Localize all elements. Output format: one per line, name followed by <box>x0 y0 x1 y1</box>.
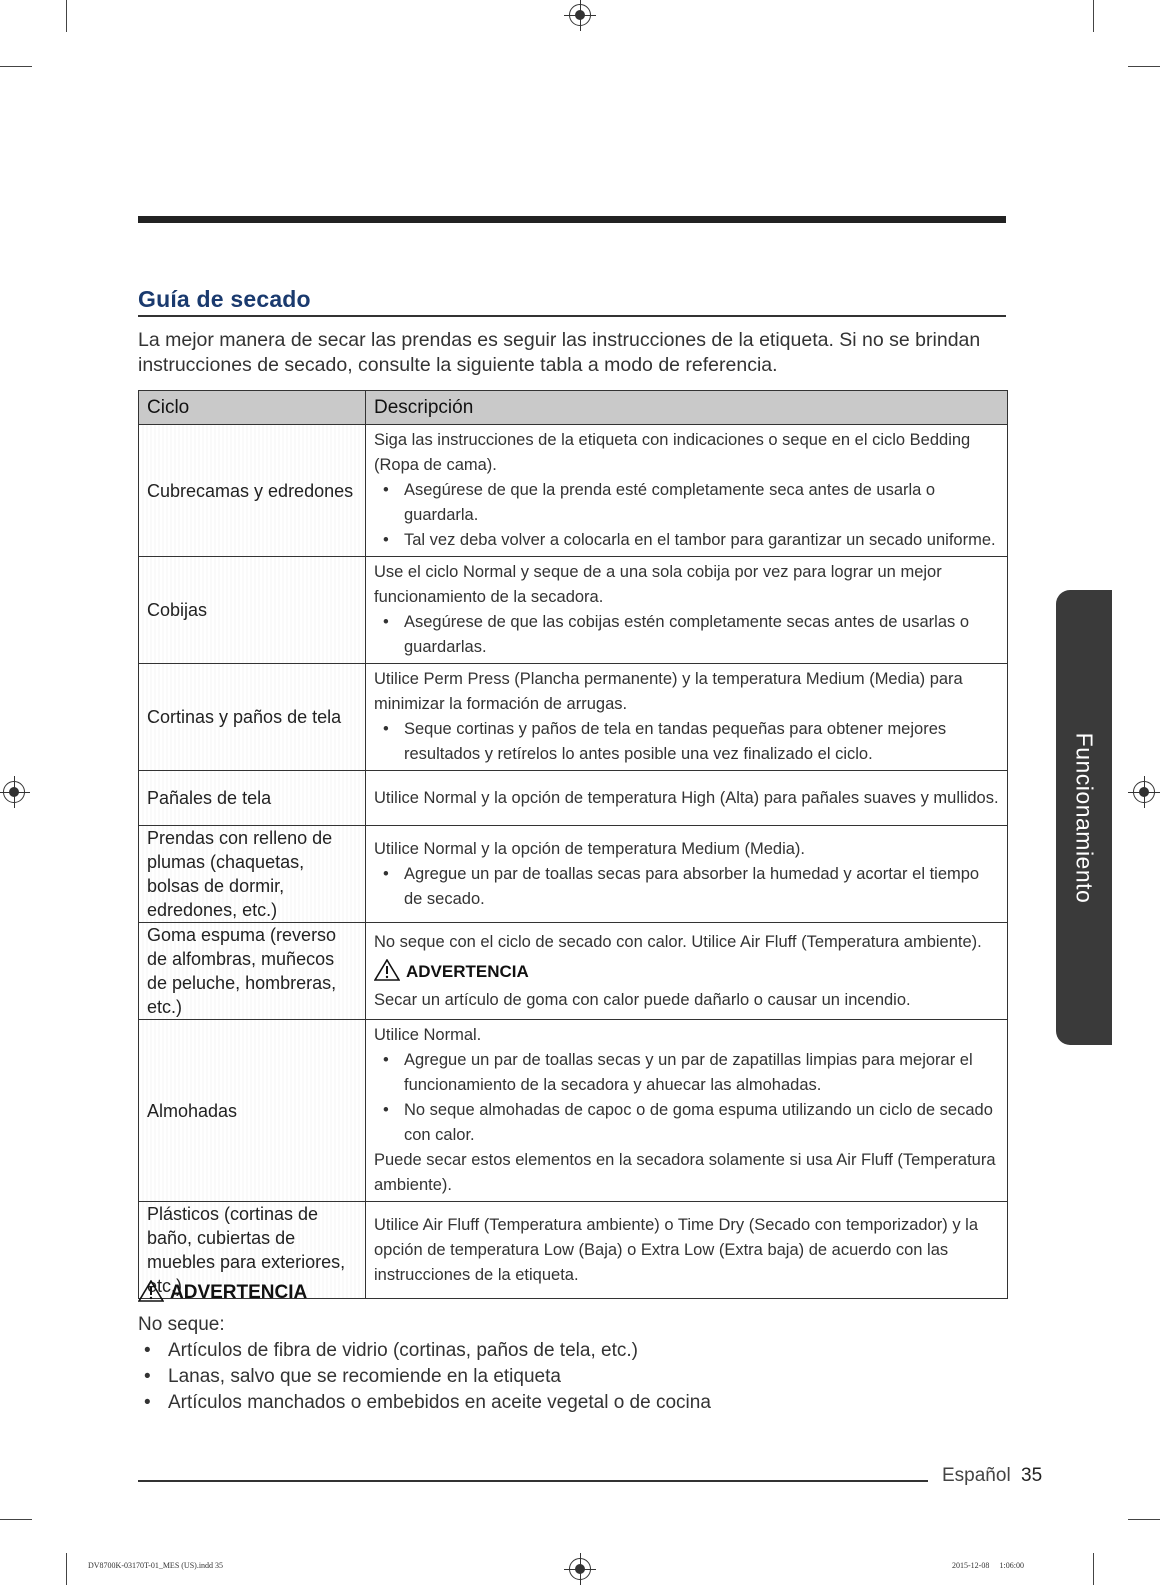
crop-mark <box>0 1519 32 1520</box>
side-tab-label: Funcionamiento <box>1071 732 1098 903</box>
drying-guide-table <box>138 390 1008 1299</box>
warning-lead: No seque: <box>138 1314 225 1335</box>
cycle-cell: Cortinas y paños de tela <box>139 664 366 771</box>
table-row <box>139 557 1008 664</box>
print-slug-file: DV8700K-03170T-01_MES (US).indd 35 <box>88 1561 224 1570</box>
cycle-cell: Goma espuma (reverso de alfombras, muñecos de peluche, hombreras, etc.) <box>139 923 366 1020</box>
table-row <box>139 923 1008 1020</box>
warning-heading <box>138 1280 307 1304</box>
inline-warning-title: ADVERTENCIA <box>406 961 529 981</box>
top-divider-bar <box>138 216 1006 223</box>
warning-triangle-icon <box>138 1280 164 1302</box>
description-bullet: • Asegúrese de que las cobijas estén completamente secas antes de usarlas o guardarlas. <box>374 610 999 660</box>
table-row <box>139 664 1008 771</box>
registration-mark-icon <box>569 1558 591 1580</box>
footer-language: Español <box>942 1465 1011 1486</box>
warning-item: • Artículos manchados o embebidos en aceite vegetal o de cocina <box>138 1390 711 1416</box>
description-text: No seque con el ciclo de secado con calor. Utilice Air Fluff (Temperatura ambiente). <box>374 932 982 951</box>
crop-mark <box>1093 0 1094 32</box>
table-header-row <box>139 391 1008 425</box>
description-text: Utilice Perm Press (Plancha permanente) y la temperatura Medium (Media) para minimizar la formación de arrugas. <box>374 670 963 713</box>
description-text: Utilice Normal y la opción de temperatura Medium (Media). <box>374 839 805 858</box>
description-cell <box>366 771 1008 826</box>
description-text: Use el ciclo Normal y seque de a una sola cobija por vez para lograr un mejor funcionamiento de la secadora. <box>374 563 942 606</box>
description-cell <box>366 1020 1008 1202</box>
warning-item: • Artículos de fibra de vidrio (cortinas, paños de tela, etc.) <box>138 1338 711 1364</box>
crop-mark <box>1128 1519 1160 1520</box>
page-number: 35 <box>1021 1465 1043 1486</box>
description-cell <box>366 557 1008 664</box>
warning-body <box>138 1312 711 1416</box>
description-text: Secar un artículo de goma con calor puede dañarlo o causar un incendio. <box>374 990 911 1009</box>
crop-mark <box>1128 66 1160 67</box>
intro-paragraph: La mejor manera de secar las prendas es seguir las instrucciones de la etiqueta. Si no se brindan instrucciones de secado, consulte la siguiente tabla a modo de referencia. <box>138 329 981 376</box>
description-cell <box>366 664 1008 771</box>
page-title: Guía de secado <box>138 286 311 312</box>
description-text: Utilice Normal. <box>374 1026 482 1044</box>
description-bullet: • Seque cortinas y paños de tela en tandas pequeñas para obtener mejores resultados y retírelos lo antes posible una vez finalizado el ciclo. <box>374 717 999 767</box>
description-bullet: • No seque almohadas de capoc o de goma espuma utilizando un ciclo de secado con calor. <box>374 1098 999 1148</box>
footer-rule <box>138 1480 928 1482</box>
description-bullet: • Agregue un par de toallas secas y un par de zapatillas limpias para mejorar el funcionamiento de la secadora y ahuecar las almohadas. <box>374 1048 999 1098</box>
cycle-cell: Cubrecamas y edredones <box>139 425 366 557</box>
section-side-tab <box>1056 590 1112 1045</box>
print-slug-date: 2015-12-08 ￿ 1:06:00 <box>952 1561 1024 1570</box>
description-bullet: • Tal vez deba volver a colocarla en el tambor para garantizar un secado uniforme. <box>374 528 999 553</box>
table-row <box>139 771 1008 826</box>
description-cell <box>366 1202 1008 1299</box>
table-row <box>139 425 1008 557</box>
cycle-cell: Pañales de tela <box>139 771 366 826</box>
title-underline <box>138 315 1006 317</box>
warning-title: ADVERTENCIA <box>170 1282 308 1303</box>
column-header-cycle: Ciclo <box>139 391 366 425</box>
description-bullet: • Asegúrese de que la prenda esté completamente seca antes de usarla o guardarla. <box>374 478 999 528</box>
warning-item: • Lanas, salvo que se recomiende en la etiqueta <box>138 1364 711 1390</box>
description-cell <box>366 826 1008 923</box>
crop-mark <box>1093 1553 1094 1585</box>
cycle-cell: Cobijas <box>139 557 366 664</box>
table-body <box>139 425 1008 1299</box>
table-row <box>139 1020 1008 1202</box>
crop-mark <box>66 0 67 32</box>
crop-mark <box>66 1553 67 1585</box>
description-cell <box>366 923 1008 1020</box>
description-text: Siga las instrucciones de la etiqueta con indicaciones o seque en el ciclo Bedding (Ropa de cama). <box>374 431 971 474</box>
cycle-cell: Plásticos (cortinas de baño, cubiertas de muebles para exteriores, etc.) <box>139 1202 366 1299</box>
cycle-cell: Almohadas <box>139 1020 366 1202</box>
description-text: Utilice Normal y la opción de temperatura High (Alta) para pañales suaves y mullidos. <box>374 788 999 807</box>
inline-warning <box>374 959 999 984</box>
table-row <box>139 826 1008 923</box>
column-header-description: Descripción <box>366 391 1008 425</box>
description-cell <box>366 425 1008 557</box>
registration-mark-icon <box>3 781 25 803</box>
registration-mark-icon <box>1133 781 1155 803</box>
description-text: Puede secar estos elementos en la secadora solamente si usa Air Fluff (Temperatura ambiente). <box>374 1151 996 1194</box>
crop-mark <box>0 66 32 67</box>
description-bullet: • Agregue un par de toallas secas para absorber la humedad y acortar el tiempo de secado. <box>374 862 999 912</box>
cycle-cell: Prendas con relleno de plumas (chaquetas, bolsas de dormir, edredones, etc.) <box>139 826 366 923</box>
description-text: Utilice Air Fluff (Temperatura ambiente) o Time Dry (Secado con temporizador) y la opción de temperatura Low (Baja) o Extra Low (Extra baja) de acuerdo con las instrucciones de la etiqueta. <box>374 1215 979 1284</box>
registration-mark-icon <box>569 4 591 26</box>
warning-triangle-icon <box>374 959 400 981</box>
